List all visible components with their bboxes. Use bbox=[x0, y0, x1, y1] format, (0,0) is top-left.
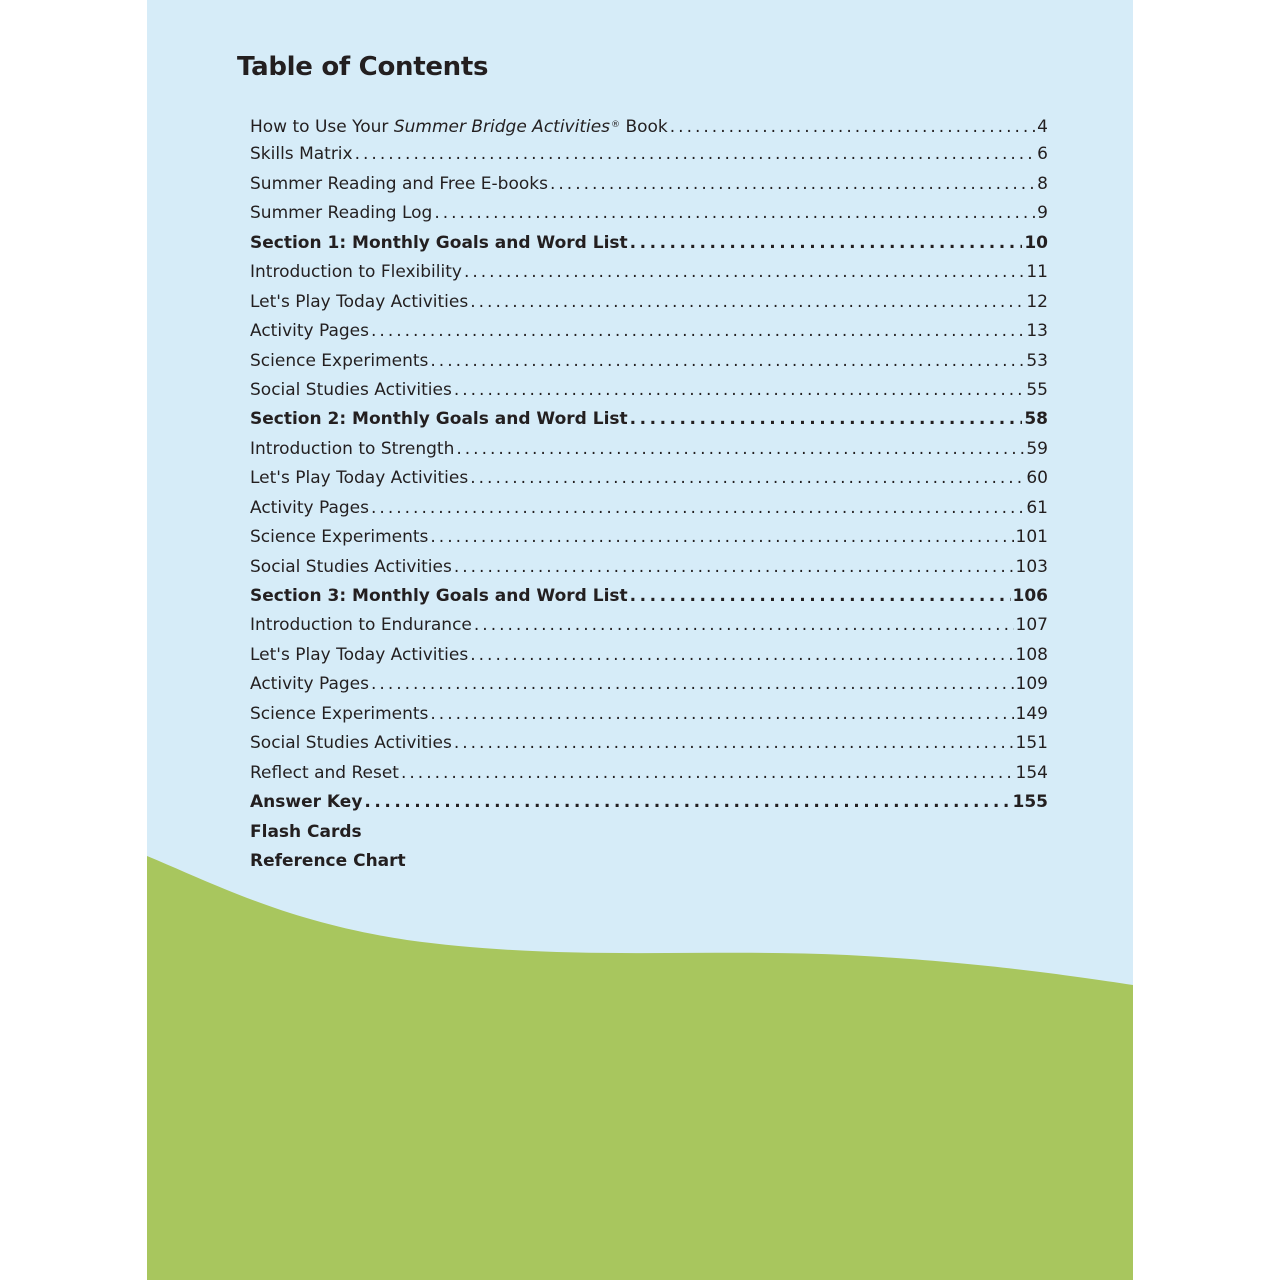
toc-entry bbox=[250, 641, 1048, 670]
toc-entry-label: Section 2: Monthly Goals and Word List bbox=[250, 409, 628, 430]
toc-entry bbox=[250, 847, 1048, 876]
toc-page-number: 12 bbox=[1026, 291, 1048, 312]
dot-leader bbox=[550, 170, 1035, 199]
toc-entry-label: Science Experiments bbox=[250, 350, 429, 371]
dot-leader bbox=[464, 258, 1024, 287]
dot-leader bbox=[401, 759, 1014, 788]
toc-entry-label: Activity Pages bbox=[250, 497, 369, 518]
book-page bbox=[147, 0, 1133, 1280]
toc-entry-label: Summer Reading Log bbox=[250, 203, 433, 224]
toc-entry-label: Introduction to Flexibility bbox=[250, 262, 462, 283]
toc-entry-label: Section 3: Monthly Goals and Word List bbox=[250, 586, 628, 606]
toc-entry-label: Reference Chart bbox=[250, 850, 406, 871]
toc-page-number: 59 bbox=[1026, 438, 1048, 459]
toc-entry bbox=[250, 317, 1048, 346]
toc-entry-label: Social Studies Activities bbox=[250, 556, 452, 577]
toc-page-number: 4 bbox=[1037, 117, 1048, 137]
toc-entry-label: Let's Play Today Activities bbox=[250, 468, 469, 489]
toc-entry-label: Activity Pages bbox=[250, 674, 369, 695]
toc-page-number: 109 bbox=[1015, 674, 1048, 695]
toc-label-italic: Summer Bridge Activities bbox=[393, 117, 611, 137]
dot-leader bbox=[430, 347, 1024, 376]
toc-page-number: 103 bbox=[1015, 556, 1048, 577]
toc-entry-label: Introduction to Strength bbox=[250, 438, 455, 459]
toc-page-number: 61 bbox=[1026, 497, 1048, 518]
toc-page-number: 9 bbox=[1037, 203, 1048, 224]
toc-page-number: 60 bbox=[1026, 468, 1048, 489]
toc-entry-label: Activity Pages bbox=[250, 321, 369, 342]
toc-entry-label: Science Experiments bbox=[250, 703, 429, 724]
toc-entry bbox=[250, 347, 1048, 376]
toc-entry-label: Answer Key bbox=[250, 792, 363, 813]
page-title: Table of Contents bbox=[237, 52, 489, 82]
dot-leader bbox=[371, 494, 1024, 523]
toc-entry-label bbox=[250, 111, 668, 142]
toc-entry-label: Science Experiments bbox=[250, 527, 429, 548]
toc-entry bbox=[250, 700, 1048, 729]
toc-label-part: Book bbox=[620, 117, 668, 137]
toc-page-number: 55 bbox=[1026, 379, 1048, 400]
toc-entry-label: Summer Reading and Free E-books bbox=[250, 173, 548, 194]
toc-page-number: 13 bbox=[1026, 321, 1048, 342]
toc-page-number: 154 bbox=[1015, 762, 1048, 783]
toc-page-number: 151 bbox=[1015, 733, 1048, 754]
toc-entry-label: Let's Play Today Activities bbox=[250, 291, 469, 312]
toc-page-number: 10 bbox=[1024, 232, 1048, 253]
toc-entry bbox=[250, 494, 1048, 523]
toc-page-number: 149 bbox=[1015, 703, 1048, 724]
dot-leader bbox=[364, 788, 1010, 817]
toc-entry bbox=[250, 670, 1048, 699]
toc-entry-label: Social Studies Activities bbox=[250, 733, 452, 754]
toc-page-number: 53 bbox=[1026, 350, 1048, 371]
toc-page-number: 155 bbox=[1012, 792, 1048, 813]
toc-entry bbox=[250, 582, 1048, 611]
toc-entry bbox=[250, 435, 1048, 464]
toc-entry bbox=[250, 140, 1048, 169]
toc-label-part: How to Use Your bbox=[250, 117, 394, 137]
toc-page-number: 11 bbox=[1026, 262, 1048, 283]
toc-entry bbox=[250, 788, 1048, 817]
toc-entry bbox=[250, 405, 1048, 434]
toc-entry-label: Skills Matrix bbox=[250, 144, 353, 165]
dot-leader bbox=[470, 641, 1013, 670]
toc-entry bbox=[250, 818, 1048, 847]
toc-entry-label: Social Studies Activities bbox=[250, 379, 452, 400]
toc-entry-label: Reflect and Reset bbox=[250, 762, 399, 783]
dot-leader bbox=[630, 229, 1023, 258]
dot-leader bbox=[355, 140, 1036, 169]
dot-leader bbox=[454, 729, 1014, 758]
toc-entry-label: Introduction to Endurance bbox=[250, 615, 472, 636]
toc-entry bbox=[250, 611, 1048, 640]
dot-leader bbox=[470, 288, 1024, 317]
dot-leader bbox=[670, 113, 1035, 142]
toc-entry bbox=[250, 729, 1048, 758]
toc-entry-label: Let's Play Today Activities bbox=[250, 644, 469, 665]
toc-list bbox=[250, 111, 1048, 876]
toc-page-number: 107 bbox=[1015, 615, 1048, 636]
dot-leader bbox=[430, 523, 1013, 552]
toc-entry bbox=[250, 258, 1048, 287]
toc-entry bbox=[250, 376, 1048, 405]
dot-leader bbox=[454, 376, 1025, 405]
toc-entry bbox=[250, 229, 1048, 258]
toc-entry bbox=[250, 111, 1048, 140]
toc-entry bbox=[250, 288, 1048, 317]
dot-leader bbox=[456, 435, 1024, 464]
toc-page-number: 6 bbox=[1037, 144, 1048, 165]
dot-leader bbox=[630, 582, 1011, 611]
dot-leader bbox=[470, 464, 1024, 493]
dot-leader bbox=[454, 553, 1014, 582]
toc-page-number: 106 bbox=[1012, 586, 1048, 606]
dot-leader bbox=[371, 317, 1024, 346]
registered-mark: ® bbox=[611, 120, 621, 130]
toc-entry bbox=[250, 523, 1048, 552]
toc-entry bbox=[250, 170, 1048, 199]
dot-leader bbox=[430, 700, 1013, 729]
toc-page-number: 101 bbox=[1015, 527, 1048, 548]
toc-entry bbox=[250, 464, 1048, 493]
toc-page-number: 8 bbox=[1037, 173, 1048, 194]
dot-leader bbox=[371, 670, 1014, 699]
toc-entry bbox=[250, 553, 1048, 582]
toc-page-number: 108 bbox=[1015, 644, 1048, 665]
dot-leader bbox=[630, 405, 1023, 434]
toc-entry bbox=[250, 759, 1048, 788]
toc-entry-label: Flash Cards bbox=[250, 821, 362, 842]
dot-leader bbox=[434, 199, 1035, 228]
dot-leader bbox=[474, 611, 1014, 640]
toc-entry bbox=[250, 199, 1048, 228]
toc-page-number: 58 bbox=[1024, 409, 1048, 430]
toc-entry-label: Section 1: Monthly Goals and Word List bbox=[250, 232, 628, 253]
